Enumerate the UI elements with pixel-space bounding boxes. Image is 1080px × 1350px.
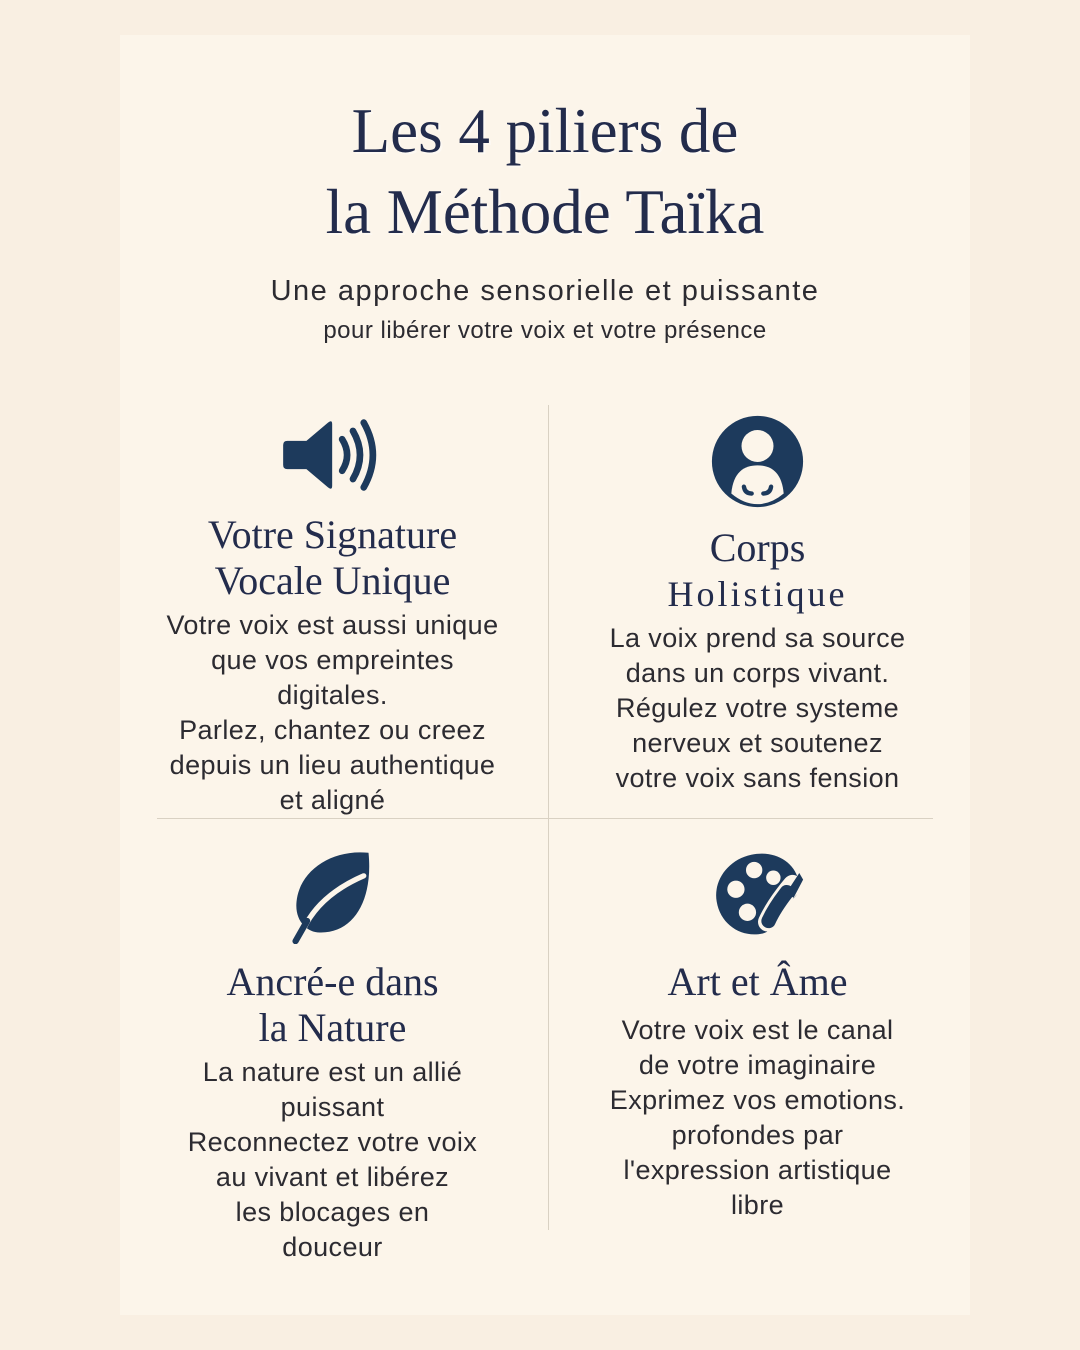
page-title-line1: Les 4 piliers de: [351, 96, 739, 166]
pillar-description: Votre voix est aussi unique que vos empreintes digitales. Parlez, chantez ou creez depuis un lieu authentique et aligné: [166, 610, 499, 815]
pillar-title-line2: Vocale Unique: [214, 558, 451, 603]
pillar-ancre-nature: [120, 818, 545, 1315]
subtitle-line2: pour libérer votre voix et votre présence: [323, 317, 767, 344]
pillar-title-line2: Holistique: [667, 574, 848, 614]
page-title: [120, 91, 970, 253]
speaker-icon: [279, 411, 387, 504]
page-title-line2: la Méthode Taïka: [325, 177, 765, 247]
pillar-title: [226, 959, 438, 1051]
pillar-signature-vocale: [120, 405, 545, 818]
pillar-title: [668, 959, 848, 1005]
subtitle-line1: Une approche sensorielle et puissante: [270, 275, 820, 307]
content-card: [120, 35, 970, 1315]
pillar-art-ame: [545, 818, 970, 1315]
palette-icon: [710, 848, 806, 949]
pillar-title-line1: Ancré-e dans: [226, 959, 439, 1004]
pillar-title: [208, 512, 457, 604]
pillar-title-line1: Votre Signature: [207, 512, 458, 557]
pillar-description: Votre voix est le canal de votre imaginaire Exprimez vos emotions. profondes par l'expression artistique libre: [609, 1015, 906, 1220]
pillar-description: La nature est un allié puissant Reconnectez votre voix au vivant et libérez les blocages en douceur: [187, 1057, 478, 1262]
leaf-icon: [285, 848, 381, 949]
pillar-title-line2: la Nature: [258, 1005, 407, 1050]
pillar-title-line1: Corps: [709, 525, 806, 570]
person-icon: [709, 413, 806, 515]
pillar-title-line1: Art et Âme: [667, 959, 848, 1004]
header: [120, 35, 970, 345]
pillar-title: [668, 525, 848, 617]
pillar-description: La voix prend sa source dans un corps vivant. Régulez votre systeme nerveux et soutenez votre voix sans fension: [609, 623, 906, 793]
pillar-corps-holistique: [545, 405, 970, 818]
